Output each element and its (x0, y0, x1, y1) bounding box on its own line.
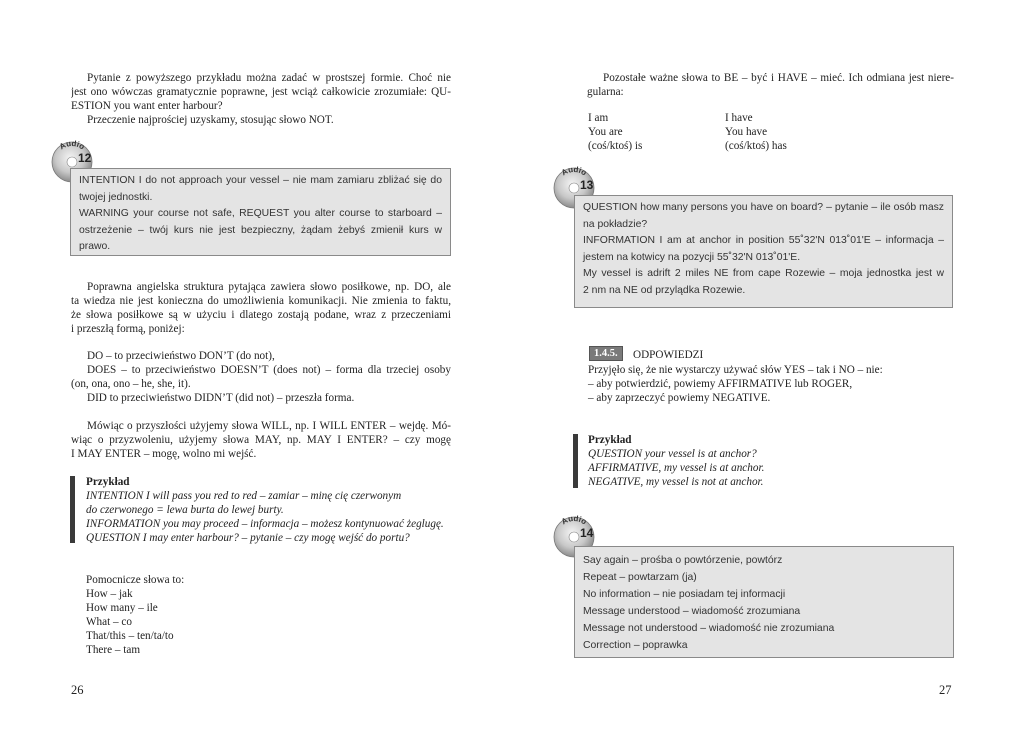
audio-14-box (574, 546, 954, 658)
section-title: ODPOWIEDZI (633, 349, 704, 361)
text-line: wiąc o przyzwoleniu, użyjemy słowa MAY, np. MAY I ENTER? – czy mogę (71, 434, 451, 446)
page-number: 27 (939, 683, 952, 697)
right-page (512, 0, 1024, 732)
example-block (588, 433, 764, 489)
box-line: twojej jednostki. (79, 191, 153, 203)
do-paragraph (71, 349, 451, 405)
example-line: INTENTION I will pass you red to red – zamiar – minę cię czerwonym (86, 490, 402, 502)
example-line: NEGATIVE, my vessel is not at anchor. (588, 476, 764, 488)
box-line: na pokładzie? (583, 218, 648, 230)
helper-word: How – jak (86, 588, 133, 600)
be-have-paragraph (587, 71, 954, 99)
text-line: gularna: (587, 86, 624, 98)
audio-track-number: 14 (580, 526, 594, 540)
be-form: (coś/ktoś) is (588, 140, 643, 152)
text-line: I MAY ENTER – mogę, wolno mi wejść. (71, 448, 257, 460)
example-bar (70, 476, 75, 543)
have-conjugation (725, 111, 787, 153)
example-bar (573, 434, 578, 488)
section-number: 1.4.5. (589, 346, 623, 361)
example-title: Przykład (86, 476, 130, 488)
text-line: że słowa posiłkowe są w użyciu i dlatego zostają podane, wraz z przeczeniami (71, 309, 451, 321)
box-line: Say again – prośba o powtórzenie, powtórz (583, 555, 783, 566)
example-line: QUESTION I may enter harbour? – pytanie – czy mogę wejść do portu? (86, 532, 410, 544)
structure-paragraph (71, 280, 451, 336)
audio-12-box (70, 168, 451, 256)
audio-track-number: 12 (78, 151, 92, 165)
box-line: Message understood – wiadomość zrozumiana (583, 606, 801, 617)
text-line: Pytanie z powyższego przykładu można zadać w prostszej formie. Choć nie (87, 72, 451, 84)
have-form: You have (725, 126, 768, 138)
text-line: Przeczenie najprościej uzyskamy, stosując słowo NOT. (87, 114, 334, 126)
helper-word: That/this – ten/ta/to (86, 630, 174, 642)
example-line: QUESTION your vessel is at anchor? (588, 448, 757, 460)
box-line: 2 nm na NE od przylądka Rozewie. (583, 284, 746, 296)
helper-word: How many – ile (86, 602, 158, 614)
example-line: AFFIRMATIVE, my vessel is at anchor. (588, 462, 765, 474)
be-conjugation (588, 111, 642, 153)
box-line: Repeat – powtarzam (ja) (583, 572, 697, 583)
answers-paragraph (588, 363, 883, 405)
text-line: Przyjęło się, że nie wystarczy używać słów YES – tak i NO – nie: (588, 364, 883, 376)
helper-title: Pomocnicze słowa to: (86, 574, 185, 586)
audio-label: Audio (559, 166, 589, 178)
box-line: INFORMATION I am at anchor in position 55˚32'N 013˚01'E – informacja – (583, 235, 944, 246)
text-line: ta wiedza nie jest konieczna do umożliwienia komunikacji. Nie zmienia to faktu, (71, 295, 451, 307)
example-line: INFORMATION you may proceed – informacja – możesz kontynuować żeglugę. (86, 518, 444, 530)
box-line: No information – nie posiadam tej informacji (583, 589, 786, 600)
text-line: DOES – to przeciwieństwo DOESN’T (does not) – forma dla trzeciej osoby (87, 364, 451, 376)
helper-word: What – co (86, 616, 132, 628)
text-line: i przeszłą formą, poniżej: (71, 323, 185, 335)
box-line: QUESTION how many persons you have on board? – pytanie – ile osób masz (583, 202, 944, 213)
box-line: My vessel is adrift 2 miles NE from cape Rozewie – moja jednostka jest w (583, 268, 944, 279)
box-line: ostrzeżenie – twój kurs nie jest bezpieczny, żądam żebyś zmienił kurs w (79, 224, 442, 236)
box-line: jestem na kotwicy na pozycji 55˚32'N 013˚01'E. (583, 251, 801, 263)
text-line: Poprawna angielska struktura pytająca zawiera słowo posiłkowe, np. DO, ale (87, 281, 451, 293)
text-line: Pozostałe ważne słowa to BE – być i HAVE – mieć. Ich odmiana jest niere- (603, 72, 954, 84)
text-line: jest ono wówczas gramatycznie poprawne, jest wciąż całkowicie zrozumiałe: QU- (71, 86, 451, 98)
text-line: DO – to przeciwieństwo DON’T (do not), (87, 350, 275, 362)
have-form: (coś/ktoś) has (725, 140, 787, 152)
text-line: DID to przeciwieństwo DIDN’T (did not) – przeszła forma. (87, 392, 355, 404)
be-form: I am (588, 112, 609, 124)
future-paragraph (71, 419, 451, 461)
audio-label: Audio (57, 140, 87, 152)
be-form: You are (588, 126, 623, 138)
have-form: I have (725, 112, 753, 124)
box-line: Correction – poprawka (583, 640, 688, 651)
audio-13-box (574, 195, 953, 308)
example-line: do czerwonego = lewa burta do lewej burty. (86, 504, 284, 516)
text-line: – aby zaprzeczyć powiemy NEGATIVE. (588, 392, 771, 404)
box-line: Message not understood – wiadomość nie zrozumiana (583, 623, 835, 634)
text-line: (on, ona, ono – he, she, it). (71, 378, 191, 390)
example-block (86, 475, 444, 545)
helper-words (86, 573, 184, 657)
box-line: INTENTION I do not approach your vessel – nie mam zamiaru zbliżać się do (79, 175, 442, 186)
text-line: ESTION you want enter harbour? (71, 100, 223, 112)
box-line: WARNING your course not safe, REQUEST you alter course to starboard – (79, 208, 442, 219)
box-line: prawo. (79, 241, 111, 252)
example-title: Przykład (588, 434, 632, 446)
text-line: Mówiąc o przyszłości użyjemy słowa WILL, np. I WILL ENTER – wejdę. Mó- (87, 420, 451, 432)
audio-label: Audio (559, 515, 589, 527)
text-line: – aby potwierdzić, powiemy AFFIRMATIVE lub ROGER, (588, 378, 853, 390)
audio-track-number: 13 (580, 178, 594, 192)
helper-word: There – tam (86, 644, 141, 656)
page-number: 26 (71, 683, 84, 697)
intro-paragraph (71, 71, 451, 127)
